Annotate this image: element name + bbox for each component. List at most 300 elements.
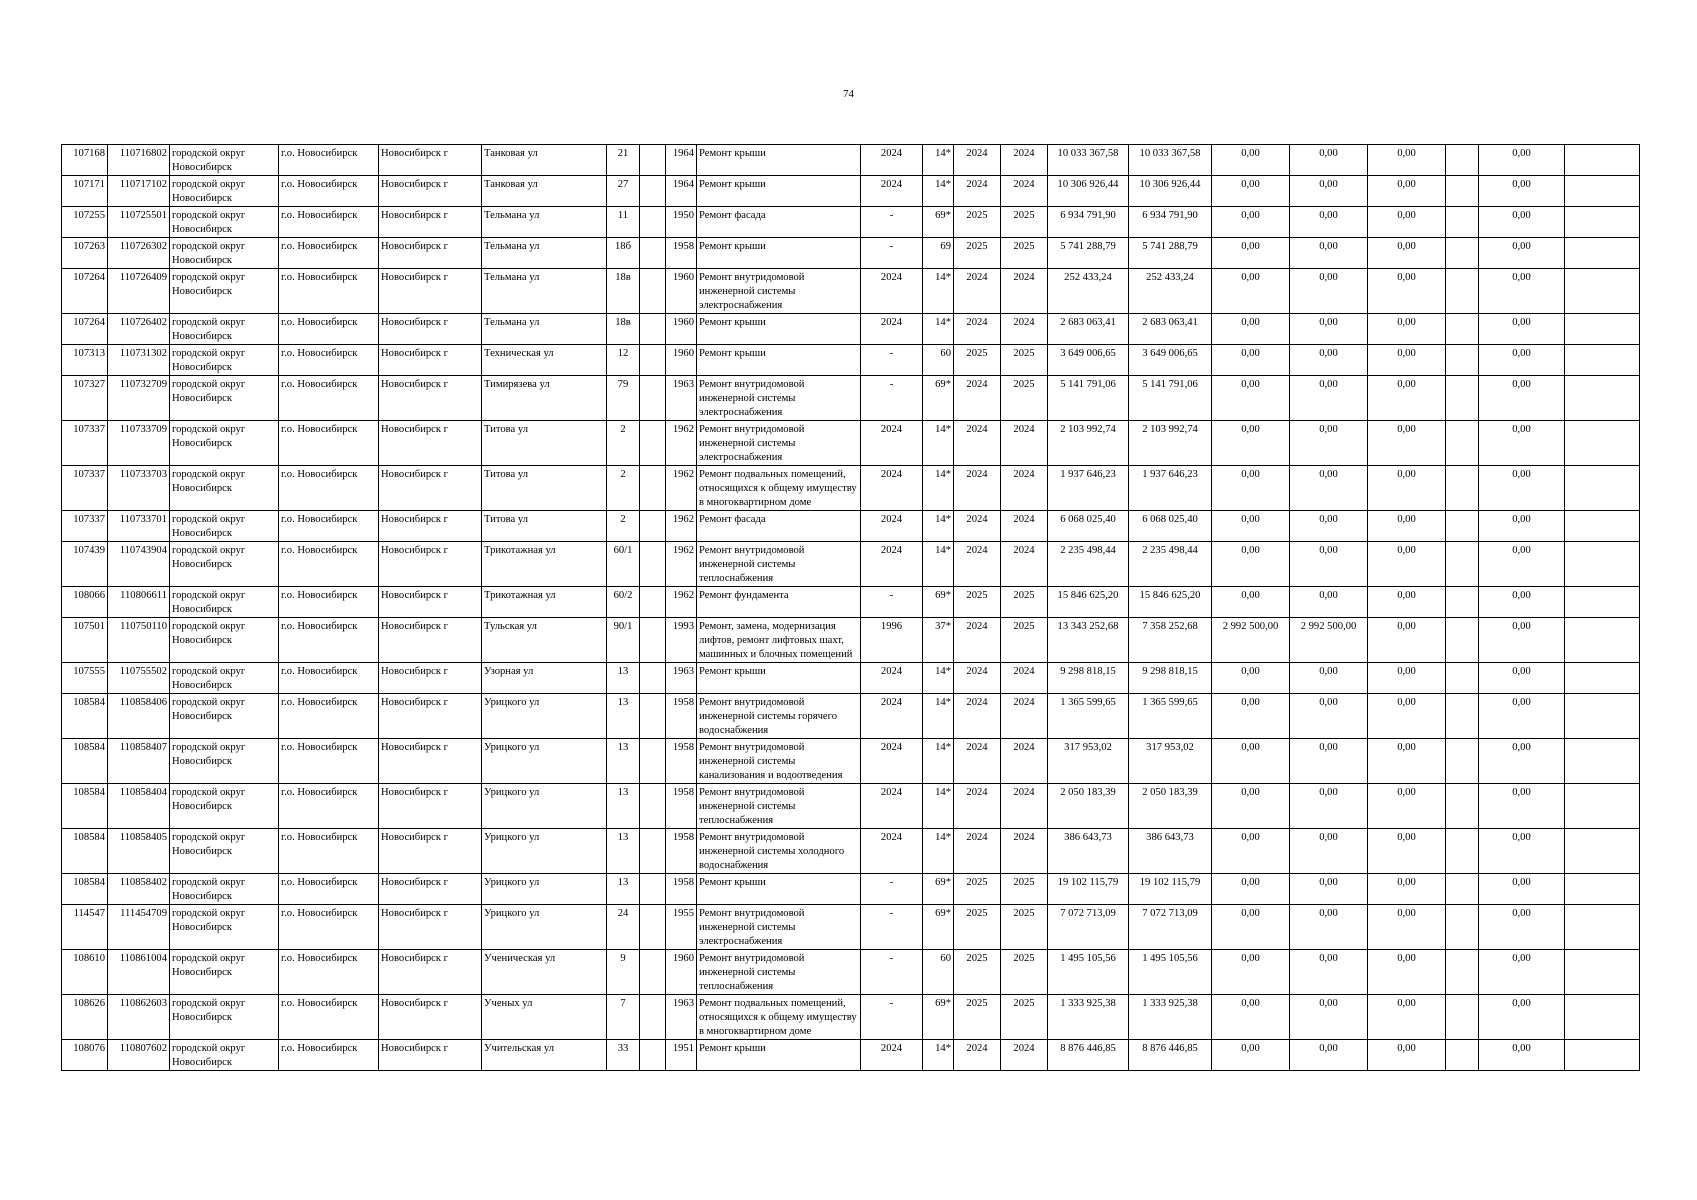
- fund-cost-cell: 1 495 105,56: [1129, 950, 1212, 995]
- extra-cell: [1446, 950, 1479, 995]
- city-cell: Новосибирск г: [379, 314, 482, 345]
- building-cell: [640, 269, 666, 314]
- repair-period-cell: 14*: [923, 269, 954, 314]
- note-cell: [1565, 663, 1640, 694]
- street-cell: Урицкого ул: [482, 874, 607, 905]
- total-cost-cell: 9 298 818,15: [1048, 663, 1129, 694]
- street-cell: Трикотажная ул: [482, 542, 607, 587]
- table-row: [62, 1040, 1640, 1071]
- budget-share-1-cell: 0,00: [1212, 739, 1290, 784]
- plan-start-year-cell: 2025: [954, 345, 1001, 376]
- extra-cell: [1446, 905, 1479, 950]
- repair-period-cell: 69*: [923, 376, 954, 421]
- owners-funds-cell: 0,00: [1479, 238, 1565, 269]
- street-cell: Титова ул: [482, 511, 607, 542]
- extra-cell: [1446, 995, 1479, 1040]
- note-cell: [1565, 269, 1640, 314]
- fund-cost-cell: 7 358 252,68: [1129, 618, 1212, 663]
- work-code-cell: 110733709: [108, 421, 170, 466]
- previous-repair-year-cell: 2024: [861, 176, 923, 207]
- budget-share-3-cell: 0,00: [1368, 995, 1446, 1040]
- plan-start-year-cell: 2025: [954, 207, 1001, 238]
- budget-share-3-cell: 0,00: [1368, 694, 1446, 739]
- record-id-cell: 107264: [62, 269, 108, 314]
- work-type-cell: Ремонт крыши: [697, 176, 861, 207]
- budget-share-1-cell: 0,00: [1212, 238, 1290, 269]
- fund-cost-cell: 252 433,24: [1129, 269, 1212, 314]
- repair-period-cell: 14*: [923, 466, 954, 511]
- building-cell: [640, 145, 666, 176]
- work-code-cell: 110862603: [108, 995, 170, 1040]
- house-number-cell: 13: [607, 694, 640, 739]
- plan-start-year-cell: 2024: [954, 694, 1001, 739]
- street-cell: Урицкого ул: [482, 829, 607, 874]
- year-built-cell: 1960: [666, 269, 697, 314]
- municipality-cell: г.о. Новосибирск: [279, 376, 379, 421]
- city-cell: Новосибирск г: [379, 618, 482, 663]
- note-cell: [1565, 207, 1640, 238]
- repair-period-cell: 69*: [923, 995, 954, 1040]
- repair-period-cell: 14*: [923, 784, 954, 829]
- city-cell: Новосибирск г: [379, 874, 482, 905]
- plan-end-year-cell: 2024: [1001, 314, 1048, 345]
- total-cost-cell: 8 876 446,85: [1048, 1040, 1129, 1071]
- total-cost-cell: 19 102 115,79: [1048, 874, 1129, 905]
- year-built-cell: 1963: [666, 995, 697, 1040]
- record-id-cell: 107501: [62, 618, 108, 663]
- note-cell: [1565, 314, 1640, 345]
- repair-period-cell: 69*: [923, 874, 954, 905]
- repair-period-cell: 14*: [923, 663, 954, 694]
- year-built-cell: 1958: [666, 694, 697, 739]
- street-cell: Ученых ул: [482, 995, 607, 1040]
- district-cell: городской округ Новосибирск: [170, 345, 279, 376]
- note-cell: [1565, 587, 1640, 618]
- previous-repair-year-cell: 2024: [861, 739, 923, 784]
- budget-share-1-cell: 0,00: [1212, 145, 1290, 176]
- previous-repair-year-cell: 2024: [861, 1040, 923, 1071]
- municipality-cell: г.о. Новосибирск: [279, 905, 379, 950]
- record-id-cell: 107327: [62, 376, 108, 421]
- district-cell: городской округ Новосибирск: [170, 739, 279, 784]
- district-cell: городской округ Новосибирск: [170, 145, 279, 176]
- fund-cost-cell: 1 365 599,65: [1129, 694, 1212, 739]
- city-cell: Новосибирск г: [379, 207, 482, 238]
- house-number-cell: 60/1: [607, 542, 640, 587]
- table-row: [62, 145, 1640, 176]
- fund-cost-cell: 8 876 446,85: [1129, 1040, 1212, 1071]
- plan-start-year-cell: 2024: [954, 145, 1001, 176]
- previous-repair-year-cell: 2024: [861, 511, 923, 542]
- fund-cost-cell: 2 050 183,39: [1129, 784, 1212, 829]
- budget-share-3-cell: 0,00: [1368, 784, 1446, 829]
- municipality-cell: г.о. Новосибирск: [279, 176, 379, 207]
- district-cell: городской округ Новосибирск: [170, 950, 279, 995]
- year-built-cell: 1962: [666, 542, 697, 587]
- note-cell: [1565, 874, 1640, 905]
- street-cell: Урицкого ул: [482, 905, 607, 950]
- fund-cost-cell: 6 068 025,40: [1129, 511, 1212, 542]
- extra-cell: [1446, 145, 1479, 176]
- previous-repair-year-cell: 2024: [861, 269, 923, 314]
- year-built-cell: 1963: [666, 663, 697, 694]
- page-number: 74: [843, 88, 854, 100]
- work-type-cell: Ремонт внутридомовой инженерной системы электроснабжения: [697, 376, 861, 421]
- municipality-cell: г.о. Новосибирск: [279, 618, 379, 663]
- fund-cost-cell: 2 683 063,41: [1129, 314, 1212, 345]
- owners-funds-cell: 0,00: [1479, 207, 1565, 238]
- building-cell: [640, 587, 666, 618]
- previous-repair-year-cell: 2024: [861, 694, 923, 739]
- district-cell: городской округ Новосибирск: [170, 238, 279, 269]
- city-cell: Новосибирск г: [379, 376, 482, 421]
- previous-repair-year-cell: -: [861, 207, 923, 238]
- plan-end-year-cell: 2024: [1001, 739, 1048, 784]
- plan-end-year-cell: 2024: [1001, 421, 1048, 466]
- plan-start-year-cell: 2024: [954, 421, 1001, 466]
- repair-period-cell: 14*: [923, 694, 954, 739]
- budget-share-2-cell: 0,00: [1290, 739, 1368, 784]
- fund-cost-cell: 6 934 791,90: [1129, 207, 1212, 238]
- building-cell: [640, 314, 666, 345]
- budget-share-2-cell: 0,00: [1290, 829, 1368, 874]
- extra-cell: [1446, 739, 1479, 784]
- record-id-cell: 108584: [62, 784, 108, 829]
- work-code-cell: 110807602: [108, 1040, 170, 1071]
- note-cell: [1565, 739, 1640, 784]
- work-code-cell: 110716802: [108, 145, 170, 176]
- fund-cost-cell: 7 072 713,09: [1129, 905, 1212, 950]
- city-cell: Новосибирск г: [379, 950, 482, 995]
- note-cell: [1565, 995, 1640, 1040]
- city-cell: Новосибирск г: [379, 829, 482, 874]
- work-code-cell: 110731302: [108, 345, 170, 376]
- plan-end-year-cell: 2025: [1001, 618, 1048, 663]
- fund-cost-cell: 10 033 367,58: [1129, 145, 1212, 176]
- budget-share-3-cell: 0,00: [1368, 1040, 1446, 1071]
- total-cost-cell: 1 937 646,23: [1048, 466, 1129, 511]
- repair-period-cell: 14*: [923, 145, 954, 176]
- plan-end-year-cell: 2024: [1001, 511, 1048, 542]
- total-cost-cell: 6 934 791,90: [1048, 207, 1129, 238]
- repair-period-cell: 60: [923, 345, 954, 376]
- note-cell: [1565, 1040, 1640, 1071]
- city-cell: Новосибирск г: [379, 345, 482, 376]
- work-type-cell: Ремонт внутридомовой инженерной системы теплоснабжения: [697, 542, 861, 587]
- note-cell: [1565, 784, 1640, 829]
- district-cell: городской округ Новосибирск: [170, 176, 279, 207]
- plan-end-year-cell: 2024: [1001, 269, 1048, 314]
- district-cell: городской округ Новосибирск: [170, 269, 279, 314]
- repair-period-cell: 14*: [923, 176, 954, 207]
- budget-share-1-cell: 0,00: [1212, 784, 1290, 829]
- work-code-cell: 110750110: [108, 618, 170, 663]
- record-id-cell: 108610: [62, 950, 108, 995]
- work-code-cell: 110861004: [108, 950, 170, 995]
- municipality-cell: г.о. Новосибирск: [279, 345, 379, 376]
- table-row: [62, 511, 1640, 542]
- note-cell: [1565, 238, 1640, 269]
- budget-share-3-cell: 0,00: [1368, 466, 1446, 511]
- total-cost-cell: 10 306 926,44: [1048, 176, 1129, 207]
- work-type-cell: Ремонт подвальных помещений, относящихся к общему имуществу в многоквартирном доме: [697, 466, 861, 511]
- municipality-cell: г.о. Новосибирск: [279, 542, 379, 587]
- owners-funds-cell: 0,00: [1479, 269, 1565, 314]
- record-id-cell: 107555: [62, 663, 108, 694]
- previous-repair-year-cell: -: [861, 950, 923, 995]
- budget-share-2-cell: 0,00: [1290, 874, 1368, 905]
- total-cost-cell: 13 343 252,68: [1048, 618, 1129, 663]
- budget-share-1-cell: 2 992 500,00: [1212, 618, 1290, 663]
- work-type-cell: Ремонт внутридомовой инженерной системы электроснабжения: [697, 421, 861, 466]
- year-built-cell: 1955: [666, 905, 697, 950]
- year-built-cell: 1958: [666, 238, 697, 269]
- total-cost-cell: 252 433,24: [1048, 269, 1129, 314]
- budget-share-2-cell: 0,00: [1290, 176, 1368, 207]
- budget-share-2-cell: 0,00: [1290, 345, 1368, 376]
- plan-start-year-cell: 2024: [954, 618, 1001, 663]
- budget-share-1-cell: 0,00: [1212, 466, 1290, 511]
- street-cell: Узорная ул: [482, 663, 607, 694]
- repair-period-cell: 14*: [923, 739, 954, 784]
- work-type-cell: Ремонт крыши: [697, 874, 861, 905]
- building-cell: [640, 207, 666, 238]
- total-cost-cell: 2 050 183,39: [1048, 784, 1129, 829]
- budget-share-2-cell: 0,00: [1290, 663, 1368, 694]
- building-cell: [640, 511, 666, 542]
- plan-end-year-cell: 2024: [1001, 145, 1048, 176]
- record-id-cell: 107313: [62, 345, 108, 376]
- table-row: [62, 176, 1640, 207]
- plan-start-year-cell: 2024: [954, 739, 1001, 784]
- total-cost-cell: 5 741 288,79: [1048, 238, 1129, 269]
- budget-share-3-cell: 0,00: [1368, 421, 1446, 466]
- total-cost-cell: 5 141 791,06: [1048, 376, 1129, 421]
- city-cell: Новосибирск г: [379, 421, 482, 466]
- budget-share-2-cell: 0,00: [1290, 995, 1368, 1040]
- owners-funds-cell: 0,00: [1479, 314, 1565, 345]
- house-number-cell: 79: [607, 376, 640, 421]
- house-number-cell: 13: [607, 829, 640, 874]
- budget-share-1-cell: 0,00: [1212, 905, 1290, 950]
- fund-cost-cell: 386 643,73: [1129, 829, 1212, 874]
- municipality-cell: г.о. Новосибирск: [279, 511, 379, 542]
- plan-end-year-cell: 2024: [1001, 784, 1048, 829]
- year-built-cell: 1958: [666, 829, 697, 874]
- street-cell: Учительская ул: [482, 1040, 607, 1071]
- owners-funds-cell: 0,00: [1479, 587, 1565, 618]
- note-cell: [1565, 950, 1640, 995]
- note-cell: [1565, 345, 1640, 376]
- note-cell: [1565, 376, 1640, 421]
- street-cell: Техническая ул: [482, 345, 607, 376]
- budget-share-3-cell: 0,00: [1368, 238, 1446, 269]
- work-type-cell: Ремонт фундамента: [697, 587, 861, 618]
- plan-end-year-cell: 2025: [1001, 874, 1048, 905]
- house-number-cell: 12: [607, 345, 640, 376]
- district-cell: городской округ Новосибирск: [170, 995, 279, 1040]
- budget-share-1-cell: 0,00: [1212, 376, 1290, 421]
- fund-cost-cell: 1 333 925,38: [1129, 995, 1212, 1040]
- budget-share-2-cell: 0,00: [1290, 466, 1368, 511]
- street-cell: Урицкого ул: [482, 784, 607, 829]
- district-cell: городской округ Новосибирск: [170, 314, 279, 345]
- year-built-cell: 1960: [666, 314, 697, 345]
- work-type-cell: Ремонт крыши: [697, 663, 861, 694]
- year-built-cell: 1962: [666, 511, 697, 542]
- year-built-cell: 1993: [666, 618, 697, 663]
- fund-cost-cell: 10 306 926,44: [1129, 176, 1212, 207]
- plan-end-year-cell: 2025: [1001, 950, 1048, 995]
- budget-share-3-cell: 0,00: [1368, 663, 1446, 694]
- extra-cell: [1446, 421, 1479, 466]
- owners-funds-cell: 0,00: [1479, 511, 1565, 542]
- note-cell: [1565, 145, 1640, 176]
- house-number-cell: 7: [607, 995, 640, 1040]
- district-cell: городской округ Новосибирск: [170, 376, 279, 421]
- record-id-cell: 108584: [62, 829, 108, 874]
- budget-share-3-cell: 0,00: [1368, 314, 1446, 345]
- total-cost-cell: 317 953,02: [1048, 739, 1129, 784]
- budget-share-2-cell: 0,00: [1290, 905, 1368, 950]
- table-row: [62, 542, 1640, 587]
- budget-share-3-cell: 0,00: [1368, 269, 1446, 314]
- owners-funds-cell: 0,00: [1479, 995, 1565, 1040]
- work-type-cell: Ремонт внутридомовой инженерной системы канализования и водоотведения: [697, 739, 861, 784]
- owners-funds-cell: 0,00: [1479, 421, 1565, 466]
- municipality-cell: г.о. Новосибирск: [279, 739, 379, 784]
- previous-repair-year-cell: 2024: [861, 542, 923, 587]
- budget-share-1-cell: 0,00: [1212, 314, 1290, 345]
- district-cell: городской округ Новосибирск: [170, 466, 279, 511]
- budget-share-3-cell: 0,00: [1368, 145, 1446, 176]
- work-type-cell: Ремонт внутридомовой инженерной системы теплоснабжения: [697, 784, 861, 829]
- street-cell: Танковая ул: [482, 145, 607, 176]
- building-cell: [640, 1040, 666, 1071]
- table-row: [62, 466, 1640, 511]
- district-cell: городской округ Новосибирск: [170, 694, 279, 739]
- year-built-cell: 1960: [666, 950, 697, 995]
- fund-cost-cell: 2 103 992,74: [1129, 421, 1212, 466]
- work-code-cell: 110858402: [108, 874, 170, 905]
- building-cell: [640, 376, 666, 421]
- district-cell: городской округ Новосибирск: [170, 663, 279, 694]
- extra-cell: [1446, 542, 1479, 587]
- repair-period-cell: 69*: [923, 905, 954, 950]
- note-cell: [1565, 542, 1640, 587]
- house-number-cell: 13: [607, 784, 640, 829]
- table-row: [62, 345, 1640, 376]
- capital-repair-table: [61, 144, 1640, 1071]
- municipality-cell: г.о. Новосибирск: [279, 694, 379, 739]
- work-type-cell: Ремонт внутридомовой инженерной системы электроснабжения: [697, 269, 861, 314]
- house-number-cell: 18б: [607, 238, 640, 269]
- extra-cell: [1446, 511, 1479, 542]
- owners-funds-cell: 0,00: [1479, 176, 1565, 207]
- total-cost-cell: 6 068 025,40: [1048, 511, 1129, 542]
- work-type-cell: Ремонт крыши: [697, 1040, 861, 1071]
- building-cell: [640, 995, 666, 1040]
- house-number-cell: 13: [607, 739, 640, 784]
- repair-period-cell: 37*: [923, 618, 954, 663]
- owners-funds-cell: 0,00: [1479, 739, 1565, 784]
- plan-end-year-cell: 2024: [1001, 466, 1048, 511]
- street-cell: Ученическая ул: [482, 950, 607, 995]
- repair-period-cell: 14*: [923, 1040, 954, 1071]
- plan-start-year-cell: 2024: [954, 176, 1001, 207]
- municipality-cell: г.о. Новосибирск: [279, 238, 379, 269]
- extra-cell: [1446, 663, 1479, 694]
- table-row: [62, 739, 1640, 784]
- record-id-cell: 107264: [62, 314, 108, 345]
- building-cell: [640, 345, 666, 376]
- house-number-cell: 11: [607, 207, 640, 238]
- note-cell: [1565, 511, 1640, 542]
- budget-share-2-cell: 0,00: [1290, 376, 1368, 421]
- year-built-cell: 1958: [666, 739, 697, 784]
- budget-share-2-cell: 0,00: [1290, 269, 1368, 314]
- fund-cost-cell: 3 649 006,65: [1129, 345, 1212, 376]
- budget-share-2-cell: 0,00: [1290, 145, 1368, 176]
- building-cell: [640, 176, 666, 207]
- repair-period-cell: 14*: [923, 511, 954, 542]
- budget-share-1-cell: 0,00: [1212, 207, 1290, 238]
- building-cell: [640, 421, 666, 466]
- previous-repair-year-cell: -: [861, 995, 923, 1040]
- district-cell: городской округ Новосибирск: [170, 874, 279, 905]
- plan-end-year-cell: 2025: [1001, 995, 1048, 1040]
- city-cell: Новосибирск г: [379, 663, 482, 694]
- house-number-cell: 13: [607, 663, 640, 694]
- municipality-cell: г.о. Новосибирск: [279, 145, 379, 176]
- budget-share-2-cell: 0,00: [1290, 421, 1368, 466]
- work-code-cell: 110858404: [108, 784, 170, 829]
- plan-end-year-cell: 2025: [1001, 238, 1048, 269]
- owners-funds-cell: 0,00: [1479, 950, 1565, 995]
- table-row: [62, 618, 1640, 663]
- total-cost-cell: 2 103 992,74: [1048, 421, 1129, 466]
- street-cell: Тельмана ул: [482, 269, 607, 314]
- extra-cell: [1446, 587, 1479, 618]
- plan-start-year-cell: 2025: [954, 995, 1001, 1040]
- street-cell: Трикотажная ул: [482, 587, 607, 618]
- budget-share-2-cell: 0,00: [1290, 1040, 1368, 1071]
- budget-share-3-cell: 0,00: [1368, 829, 1446, 874]
- work-type-cell: Ремонт внутридомовой инженерной системы теплоснабжения: [697, 950, 861, 995]
- city-cell: Новосибирск г: [379, 905, 482, 950]
- building-cell: [640, 739, 666, 784]
- plan-end-year-cell: 2024: [1001, 694, 1048, 739]
- plan-end-year-cell: 2025: [1001, 207, 1048, 238]
- extra-cell: [1446, 345, 1479, 376]
- city-cell: Новосибирск г: [379, 238, 482, 269]
- owners-funds-cell: 0,00: [1479, 542, 1565, 587]
- budget-share-1-cell: 0,00: [1212, 176, 1290, 207]
- street-cell: Тельмана ул: [482, 314, 607, 345]
- city-cell: Новосибирск г: [379, 542, 482, 587]
- budget-share-1-cell: 0,00: [1212, 995, 1290, 1040]
- total-cost-cell: 1 333 925,38: [1048, 995, 1129, 1040]
- extra-cell: [1446, 1040, 1479, 1071]
- budget-share-2-cell: 0,00: [1290, 314, 1368, 345]
- extra-cell: [1446, 829, 1479, 874]
- municipality-cell: г.о. Новосибирск: [279, 1040, 379, 1071]
- work-type-cell: Ремонт крыши: [697, 314, 861, 345]
- extra-cell: [1446, 694, 1479, 739]
- note-cell: [1565, 618, 1640, 663]
- house-number-cell: 2: [607, 511, 640, 542]
- city-cell: Новосибирск г: [379, 511, 482, 542]
